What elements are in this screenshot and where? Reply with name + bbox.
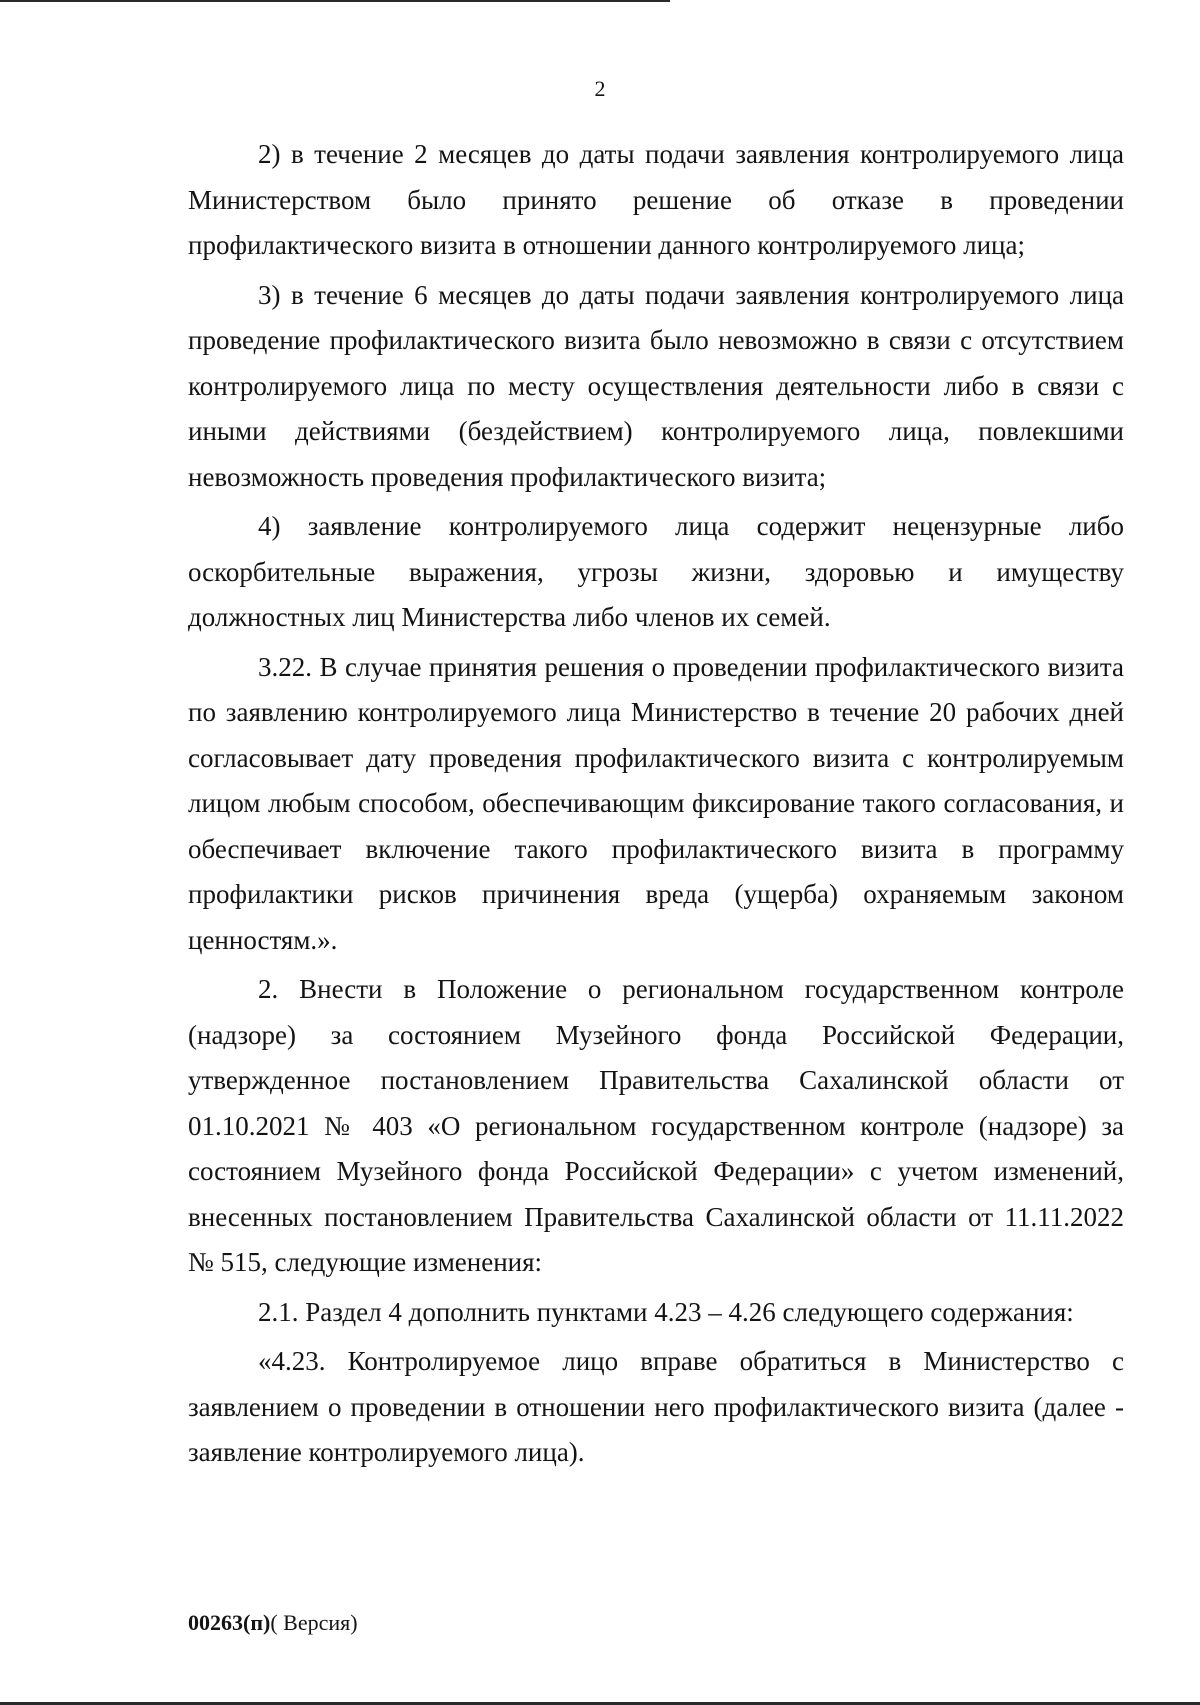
paragraph-item-2: 2) в течение 2 месяцев до даты подачи заявления контролируемого лица Министерством было принято решение об отказе в проведении профилактического визита в отношении данного контролируемого лица;	[188, 139, 1124, 260]
scan-edge-top	[0, 0, 670, 2]
document-version: ( Версия)	[270, 1610, 358, 1635]
paragraph-section-2-1: 2.1. Раздел 4 дополнить пунктами 4.23 – 4.26 следующего содержания:	[258, 1296, 1074, 1327]
document-footer-code	[188, 1610, 358, 1636]
paragraph-section-2: 2. Внести в Положение о региональном государственном контроле (надзоре) за состоянием Музейного фонда Российской Федерации, утвержденное постановлением Правительства Сахалинской области от 01.10.2021 № 403 «О региональном государственном контроле (надзоре) за состоянием Музейного фонда Российской Федерации» с учетом изменений, внесенных постановлением Правительства Сахалинской области от 11.11.2022 № 515, следующие изменения:	[188, 974, 1124, 1277]
paragraph-item-3: 3) в течение 6 месяцев до даты подачи заявления контролируемого лица проведение профилактического визита было невозможно в связи с отсутствием контролируемого лица по месту осуществления деятельности либо в связи с иными действиями (бездействием) контролируемого лица, повлекшими невозможность проведения профилактического визита;	[188, 279, 1124, 492]
paragraph-clause-4-23: «4.23. Контролируемое лицо вправе обратиться в Министерство с заявлением о проведении в отношении него профилактического визита (далее - заявление контролируемого лица).	[188, 1346, 1124, 1467]
paragraph-item-4: 4) заявление контролируемого лица содержит нецензурные либо оскорбительные выражения, угрозы жизни, здоровью и имуществу должностных лиц Министерства либо членов их семей.	[188, 511, 1124, 632]
paragraph-clause-3-22: 3.22. В случае принятия решения о проведении профилактического визита по заявлению контролируемого лица Министерство в течение 20 рабочих дней согласовывает дату проведения профилактического визита с контролируемым лицом любым способом, обеспечивающим фиксирование такого согласования, и обеспечивает включение такого профилактического визита в программу профилактики рисков причинения вреда (ущерба) охраняемым законом ценностям.».	[188, 651, 1124, 955]
document-code: 00263(п)	[188, 1610, 271, 1635]
document-body	[188, 132, 1124, 1480]
page-number: 2	[594, 76, 606, 101]
